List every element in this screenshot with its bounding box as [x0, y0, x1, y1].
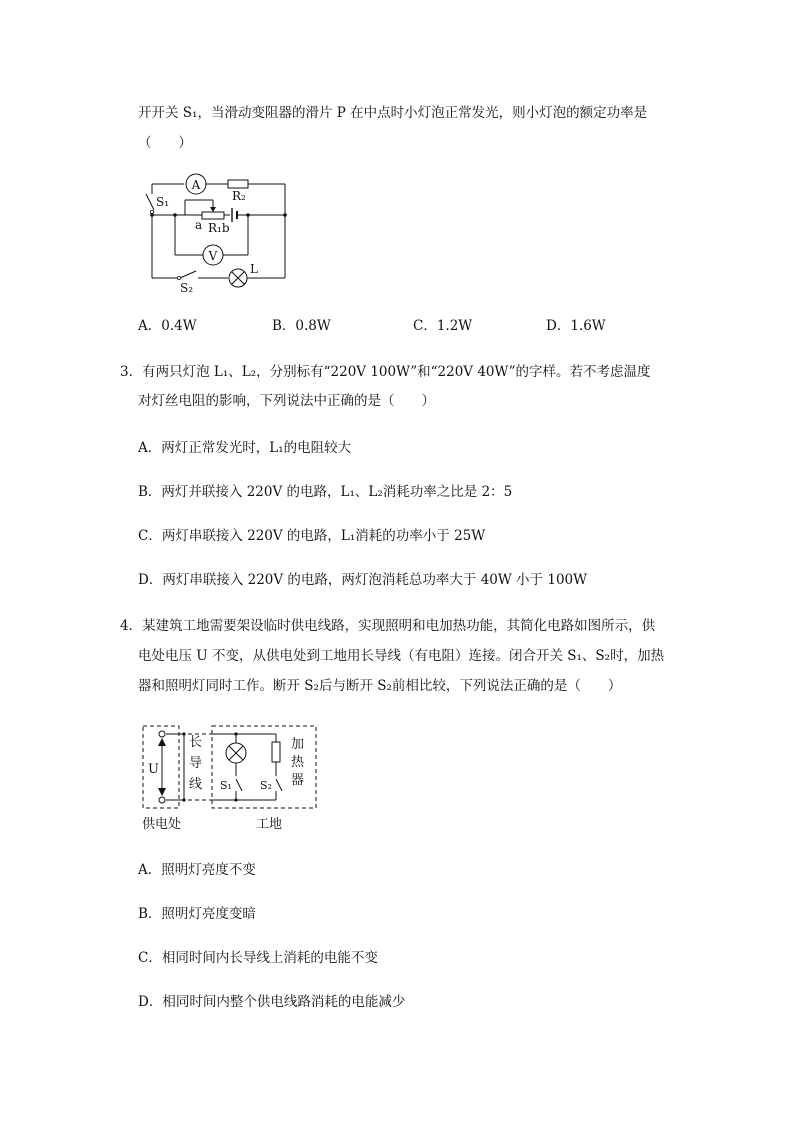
switch-s1-icon [146, 194, 154, 210]
switch-s1-site-icon [236, 779, 242, 791]
q2-option-b: B．0.8W [272, 318, 331, 334]
q4-stem-line3: 器和照明灯同时工作。断开 S₂后与断开 S₂前相比较，下列说法正确的是（ ） [138, 678, 622, 694]
q4-option-d: D．相同时间内整个供电线路消耗的电能减少 [138, 994, 406, 1010]
lamp-label: L [250, 262, 258, 276]
voltage-arrow-down-icon [158, 788, 166, 796]
switch-s1-label: S₁ [156, 195, 170, 209]
rheostat-a-label: a [195, 218, 203, 232]
q3-stem-line1: 3．有两只灯泡 L₁、L₂，分别标有“220V 100W”和“220V 40W”的字样。若不考虑温度 [120, 364, 651, 380]
switch-s2-site-label: S₂ [260, 779, 272, 792]
q4-stem-line2: 电处电压 U 不变，从供电处到工地用长导线（有电阻）连接。闭合开关 S₁、S₂时，加热 [138, 648, 665, 664]
q3-option-c: C．两灯串联接入 220V 的电路，L₁消耗的功率小于 25W [138, 528, 486, 544]
q2-stem-line2: （ ） [138, 135, 192, 151]
switch-s2-label: S₂ [180, 281, 194, 295]
q3-option-b: B．两灯并联接入 220V 的电路，L₁、L₂消耗功率之比是 2：5 [138, 484, 513, 500]
voltage-arrow-up-icon [158, 738, 166, 746]
wire-label-3: 线 [189, 777, 203, 792]
q4-stem-line1: 4．某建筑工地需要架设临时供电线路，实现照明和电加热功能，其简化电路如图所示，供 [120, 618, 656, 634]
heater-label-2: 热 [291, 755, 305, 770]
supply-label: 供电处 [142, 817, 182, 832]
q4-option-c: C．相同时间内长导线上消耗的电能不变 [138, 950, 378, 966]
resistor-r2-label: R₂ [232, 189, 246, 203]
resistor-r2-icon [228, 180, 248, 188]
rheostat-r1-icon [202, 212, 224, 219]
voltage-label: U [148, 762, 159, 777]
q3-stem-line2: 对灯丝电阻的影响，下列说法中正确的是（ ） [138, 393, 435, 409]
q3-option-d: D．两灯串联接入 220V 的电路，两灯泡消耗总功率大于 40W 小于 100W [138, 572, 587, 588]
q4-option-b: B．照明灯亮度变暗 [138, 906, 256, 922]
q4-circuit-diagram [138, 718, 323, 836]
heater-icon [272, 742, 280, 762]
q3-option-a: A．两灯正常发光时，L₁的电阻较大 [138, 440, 352, 456]
site-label: 工地 [256, 817, 283, 832]
switch-s1-site-label: S₁ [220, 779, 232, 792]
heater-label-3: 器 [291, 773, 305, 788]
wire-label-2: 导 [189, 756, 203, 771]
q4-option-a: A．照明灯亮度不变 [138, 862, 256, 878]
heater-label-1: 加 [291, 737, 305, 752]
q2-option-c: C．1.2W [413, 318, 473, 334]
q2-option-d: D．1.6W [546, 318, 606, 334]
voltmeter-label: V [208, 249, 218, 263]
switch-s2-icon [180, 271, 196, 278]
ammeter-label: A [191, 178, 201, 192]
q2-option-a: A．0.4W [138, 318, 197, 334]
q2-stem-line1: 开开关 S₁，当滑动变阻器的滑片 P 在中点时小灯泡正常发光，则小灯泡的额定功率是 [138, 105, 648, 121]
wire-label-1: 长 [189, 735, 203, 750]
switch-s2-site-icon [276, 779, 282, 791]
rheostat-r1b-label: R₁b [208, 221, 230, 235]
q2-circuit-diagram [140, 170, 300, 295]
q2-options [138, 316, 658, 336]
